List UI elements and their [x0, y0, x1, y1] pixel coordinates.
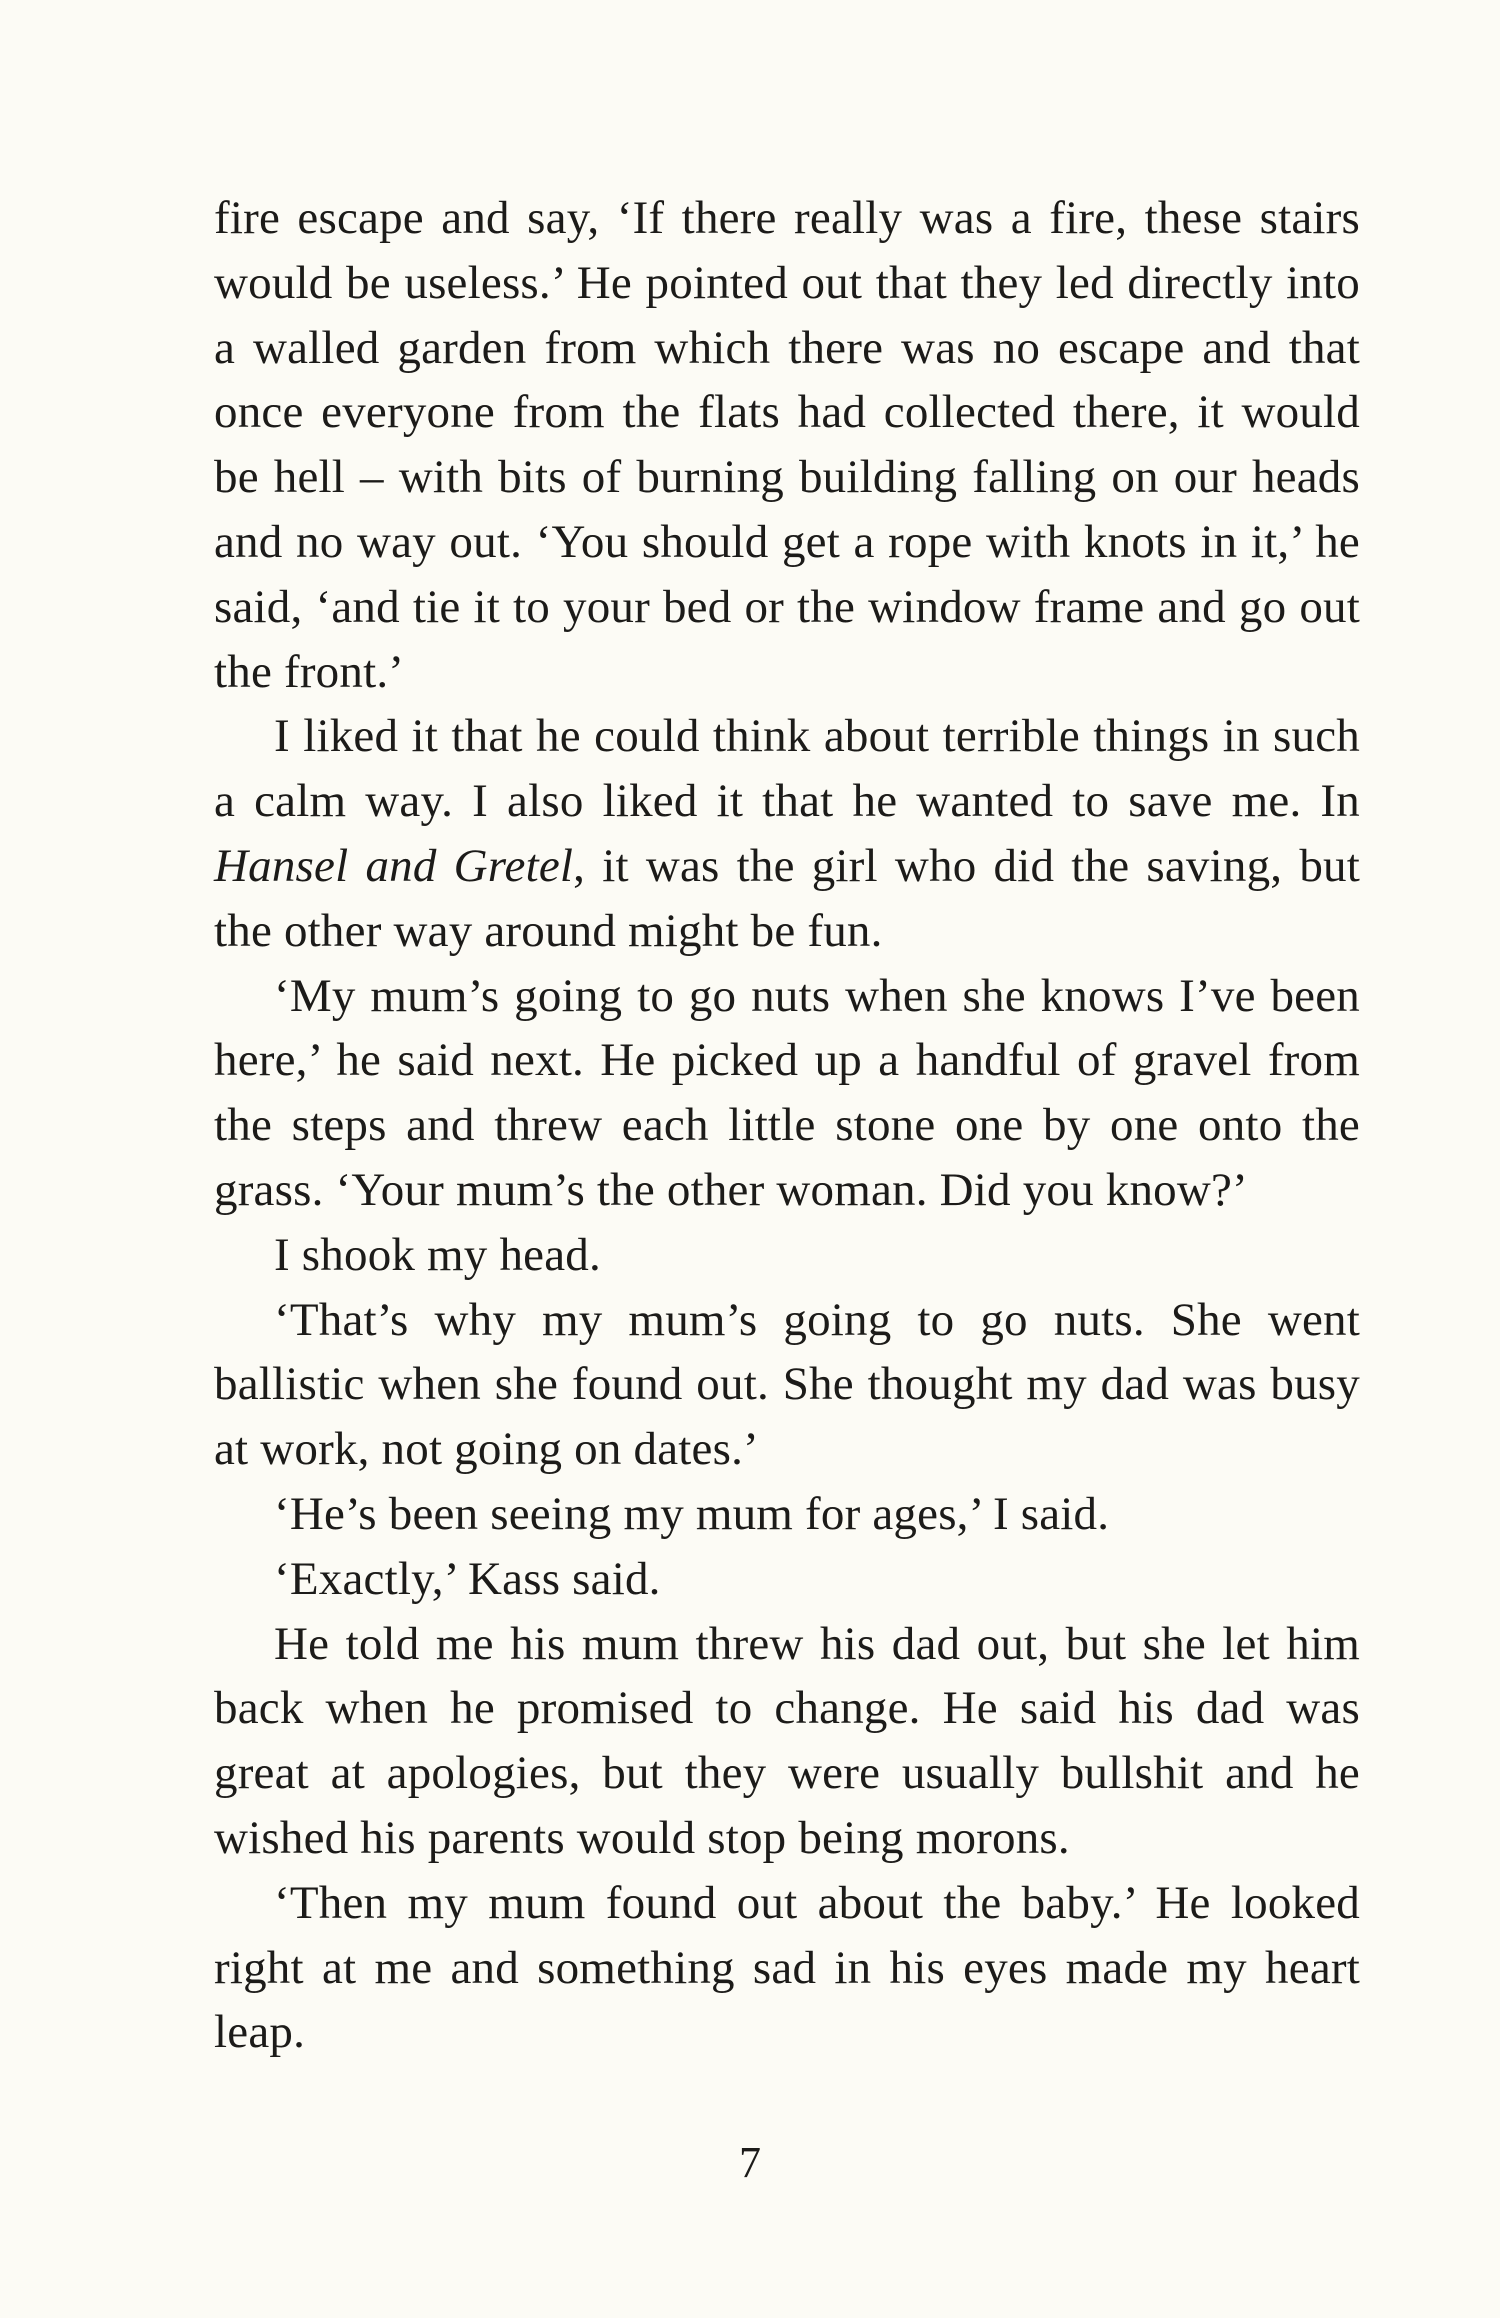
paragraph-text: I liked it that he could think about terrible things in such a calm way. I also liked it that he wanted to save me. In	[214, 710, 1360, 828]
paragraph	[214, 1547, 1360, 1612]
paragraph-text: ‘My mum’s going to go nuts when she knows I’ve been here,’ he said next. He picked up a handful of gravel from the steps and threw each little stone one by one onto the grass. ‘Your mum’s the other woman. Did you know?’	[214, 969, 1360, 1216]
page-number: 7	[739, 2138, 761, 2187]
paragraph	[214, 1223, 1360, 1288]
paragraph-text: I shook my head.	[274, 1228, 601, 1281]
paragraph-text: , it was the girl who did the saving, but the other way around might be fun.	[214, 839, 1360, 957]
paragraph	[214, 1482, 1360, 1547]
paragraph	[214, 1612, 1360, 1871]
paragraph-text: ‘That’s why my mum’s going to go nuts. She went ballistic when she found out. She thought my dad was busy at work, not going on dates.’	[214, 1293, 1360, 1476]
paragraph	[214, 186, 1360, 704]
paragraph	[214, 1871, 1360, 2065]
paragraph-text: ‘Exactly,’ Kass said.	[274, 1552, 661, 1605]
paragraph	[214, 964, 1360, 1223]
paragraph	[214, 1288, 1360, 1482]
paragraph-text: He told me his mum threw his dad out, but she let him back when he promised to change. He said his dad was great at apologies, but they were usually bullshit and he wished his parents would stop being morons.	[214, 1617, 1360, 1864]
paragraph-text: ‘He’s been seeing my mum for ages,’ I said.	[274, 1487, 1110, 1540]
book-title-italic: Hansel and Gretel	[214, 839, 574, 892]
paragraph	[214, 704, 1360, 963]
paragraph-text: fire escape and say, ‘If there really was a fire, these stairs would be useless.’ He pointed out that they led directly into a walled garden from which there was no escape and that once everyone from the flats had collected there, it would be hell – with bits of burning building falling on our heads and no way out. ‘You should get a rope with knots in it,’ he said, ‘and tie it to your bed or the window frame and go out the front.’	[214, 192, 1360, 698]
paragraph-text: ‘Then my mum found out about the baby.’ He looked right at me and something sad in his eyes made my heart leap.	[214, 1876, 1360, 2059]
body-text	[214, 186, 1360, 2065]
